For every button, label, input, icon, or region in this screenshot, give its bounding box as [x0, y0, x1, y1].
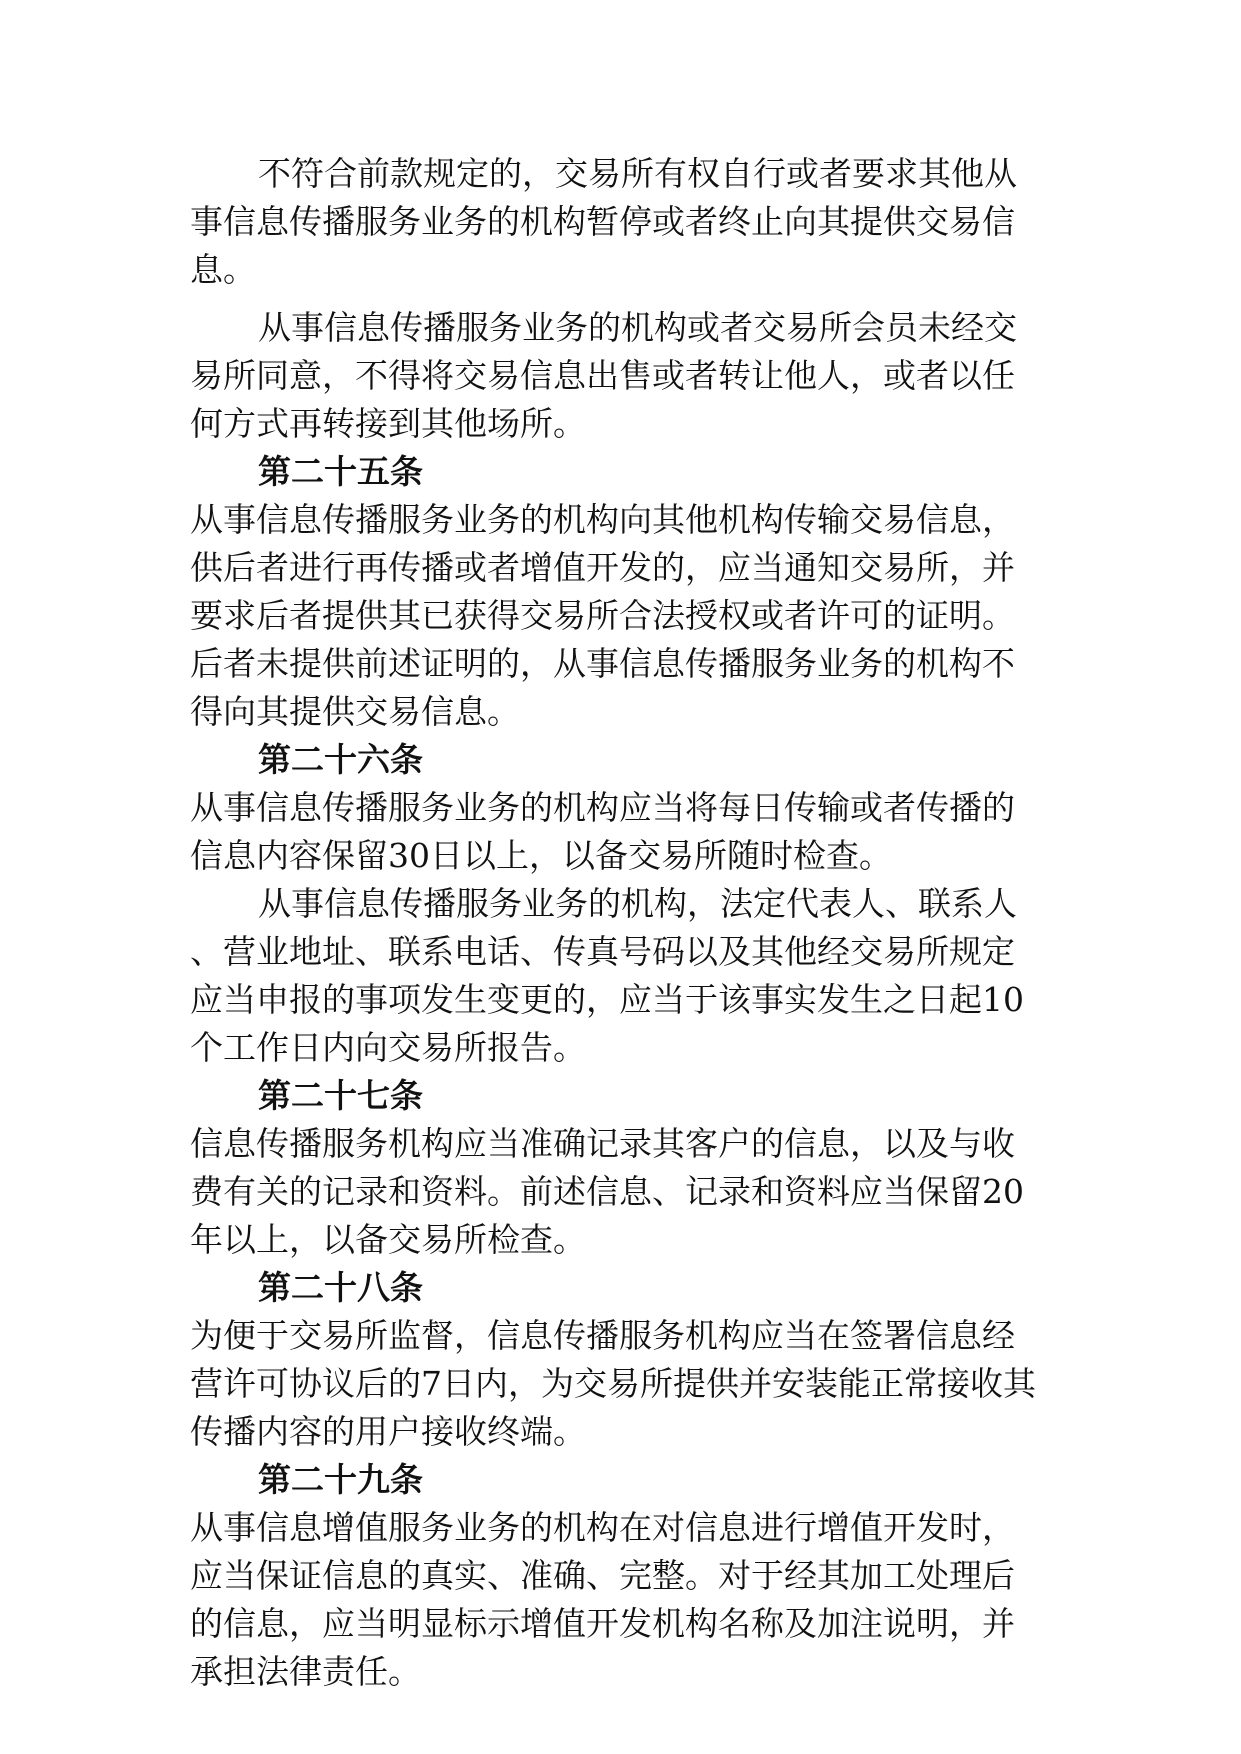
paragraph-line: 的信息，应当明显标示增值开发机构名称及加注说明，并	[190, 1604, 1015, 1643]
paragraph-line: 营许可协议后的7日内，为交易所提供并安装能正常接收其	[190, 1364, 1036, 1403]
paragraph-line: 事信息传播服务业务的机构暂停或者终止向其提供交易信	[190, 202, 1015, 241]
document-page	[190, 150, 1065, 1696]
paragraph-line: 费有关的记录和资料。前述信息、记录和资料应当保留20	[190, 1172, 1024, 1211]
article-heading-29: 第二十九条	[258, 1460, 423, 1499]
paragraph-line: 后者未提供前述证明的，从事信息传播服务业务的机构不	[190, 644, 1015, 683]
paragraph-line: 从事信息传播服务业务的机构，法定代表人、联系人	[258, 884, 1017, 923]
paragraph-line: 信息内容保留30日以上，以备交易所随时检查。	[190, 836, 892, 875]
paragraph-line: 传播内容的用户接收终端。	[190, 1412, 586, 1451]
paragraph-line: 易所同意，不得将交易信息出售或者转让他人，或者以任	[190, 356, 1015, 395]
article-heading-25: 第二十五条	[258, 452, 423, 491]
paragraph-line: 信息传播服务机构应当准确记录其客户的信息，以及与收	[190, 1124, 1015, 1163]
article-heading-27: 第二十七条	[258, 1076, 423, 1115]
paragraph-line: 息。	[190, 250, 256, 289]
paragraph-line: 应当申报的事项发生变更的，应当于该事实发生之日起10	[190, 980, 1024, 1019]
paragraph-line: 得向其提供交易信息。	[190, 692, 520, 731]
paragraph-line: 个工作日内向交易所报告。	[190, 1028, 586, 1067]
paragraph-line: 要求后者提供其已获得交易所合法授权或者许可的证明。	[190, 596, 1015, 635]
paragraph-line: 承担法律责任。	[190, 1652, 421, 1691]
paragraph-line: 为便于交易所监督，信息传播服务机构应当在签署信息经	[190, 1316, 1015, 1355]
paragraph-line: 供后者进行再传播或者增值开发的，应当通知交易所，并	[190, 548, 1015, 587]
article-heading-26: 第二十六条	[258, 740, 423, 779]
paragraph-line: 不符合前款规定的，交易所有权自行或者要求其他从	[258, 154, 1017, 193]
paragraph-line: 、营业地址、联系电话、传真号码以及其他经交易所规定	[190, 932, 1015, 971]
paragraph-line: 何方式再转接到其他场所。	[190, 404, 586, 443]
paragraph-line: 从事信息增值服务业务的机构在对信息进行增值开发时，	[190, 1508, 1015, 1547]
paragraph-line: 应当保证信息的真实、准确、完整。对于经其加工处理后	[190, 1556, 1015, 1595]
article-heading-28: 第二十八条	[258, 1268, 423, 1307]
paragraph-line: 从事信息传播服务业务的机构向其他机构传输交易信息，	[190, 500, 1015, 539]
paragraph-line: 从事信息传播服务业务的机构应当将每日传输或者传播的	[190, 788, 1015, 827]
paragraph-line: 从事信息传播服务业务的机构或者交易所会员未经交	[258, 308, 1017, 347]
paragraph-line: 年以上，以备交易所检查。	[190, 1220, 586, 1259]
